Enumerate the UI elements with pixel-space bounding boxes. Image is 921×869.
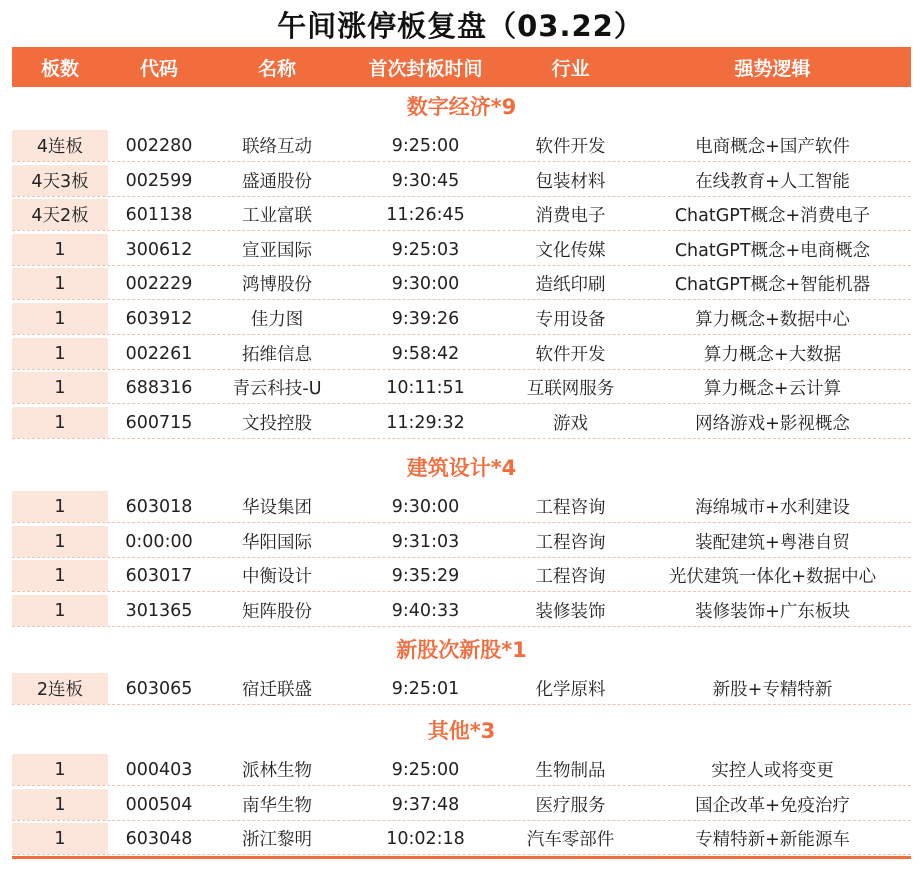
cell-first-limit-time: 9:25:03 bbox=[391, 239, 460, 260]
cell-board-count: 1 bbox=[12, 407, 108, 438]
table-row bbox=[12, 560, 911, 592]
cell-name: 浙江黎明 bbox=[242, 830, 312, 850]
cell-code: 603018 bbox=[125, 496, 193, 517]
cell-name: 宿迁联盛 bbox=[242, 680, 312, 700]
cell-name: 宣亚国际 bbox=[242, 241, 312, 261]
cell-board-count: 1 bbox=[12, 372, 108, 403]
cell-board-count: 1 bbox=[12, 595, 108, 626]
cell-board-count: 1 bbox=[12, 789, 108, 820]
cell-logic: 在线教育+人工智能 bbox=[695, 172, 850, 192]
section-title: 新股次新股*1 bbox=[396, 638, 527, 662]
cell-name: 华阳国际 bbox=[242, 533, 312, 553]
cell-code: 603065 bbox=[125, 678, 193, 699]
cell-first-limit-time: 9:30:00 bbox=[391, 496, 460, 517]
table-header bbox=[12, 47, 911, 87]
cell-code: 688316 bbox=[125, 377, 193, 398]
cell-logic: 算力概念+云计算 bbox=[703, 379, 842, 399]
header-name: 名称 bbox=[257, 57, 296, 80]
cell-name: 联络互动 bbox=[242, 137, 312, 157]
cell-industry: 化学原料 bbox=[535, 680, 606, 700]
cell-industry: 工程咨询 bbox=[535, 533, 606, 553]
cell-first-limit-time: 9:31:03 bbox=[391, 531, 460, 552]
cell-logic: 算力概念+数据中心 bbox=[695, 310, 850, 330]
table-row bbox=[12, 338, 911, 370]
table-row bbox=[12, 199, 911, 231]
cell-industry: 装修装饰 bbox=[535, 602, 606, 622]
cell-name: 文投控股 bbox=[242, 414, 312, 434]
table-row bbox=[12, 595, 911, 627]
cell-first-limit-time: 11:29:32 bbox=[386, 412, 465, 433]
table-row bbox=[12, 372, 911, 404]
cell-first-limit-time: 10:02:18 bbox=[386, 828, 465, 849]
cell-name: 中衡设计 bbox=[242, 567, 312, 587]
table-row bbox=[12, 789, 911, 821]
table-row bbox=[12, 823, 911, 855]
table-row bbox=[12, 303, 911, 335]
cell-logic: ChatGPT概念+电商概念 bbox=[674, 241, 871, 261]
cell-name: 南华生物 bbox=[242, 796, 312, 816]
header-logic: 强势逻辑 bbox=[734, 57, 811, 80]
table-row bbox=[12, 673, 911, 705]
cell-logic: 装修装饰+广东板块 bbox=[695, 602, 850, 622]
cell-logic: 海绵城市+水利建设 bbox=[695, 498, 850, 518]
cell-first-limit-time: 9:25:01 bbox=[391, 678, 460, 699]
cell-logic: 光伏建筑一体化+数据中心 bbox=[668, 567, 877, 587]
cell-name: 工业富联 bbox=[242, 206, 312, 226]
cell-industry: 汽车零部件 bbox=[526, 830, 615, 850]
cell-board-count: 4天2板 bbox=[12, 199, 108, 230]
cell-name: 华设集团 bbox=[242, 498, 312, 518]
cell-industry: 软件开发 bbox=[535, 137, 606, 157]
cell-board-count: 1 bbox=[12, 754, 108, 785]
cell-code: 002229 bbox=[125, 273, 193, 294]
cell-board-count: 1 bbox=[12, 234, 108, 265]
cell-code: 603912 bbox=[125, 308, 193, 329]
cell-industry: 包装材料 bbox=[535, 172, 606, 192]
cell-first-limit-time: 9:37:48 bbox=[391, 794, 460, 815]
section-title: 建筑设计*4 bbox=[406, 456, 517, 480]
cell-logic: 装配建筑+粤港自贸 bbox=[695, 533, 850, 553]
cell-industry: 消费电子 bbox=[535, 206, 606, 226]
cell-logic: 网络游戏+影视概念 bbox=[695, 414, 850, 434]
cell-code: 000403 bbox=[125, 759, 193, 780]
cell-industry: 医疗服务 bbox=[535, 796, 606, 816]
cell-first-limit-time: 9:40:33 bbox=[391, 600, 460, 621]
cell-board-count: 1 bbox=[12, 338, 108, 369]
cell-logic: ChatGPT概念+消费电子 bbox=[674, 206, 871, 226]
header-board-count: 板数 bbox=[40, 57, 79, 80]
cell-first-limit-time: 9:25:00 bbox=[391, 759, 460, 780]
cell-code: 301365 bbox=[125, 600, 193, 621]
cell-industry: 文化传媒 bbox=[535, 241, 606, 261]
cell-code: 603048 bbox=[125, 828, 193, 849]
cell-code: 002599 bbox=[125, 170, 193, 191]
cell-name: 盛通股份 bbox=[242, 172, 312, 192]
cell-board-count: 1 bbox=[12, 303, 108, 334]
cell-first-limit-time: 9:30:45 bbox=[391, 170, 460, 191]
cell-industry: 软件开发 bbox=[535, 345, 606, 365]
cell-industry: 专用设备 bbox=[535, 310, 606, 330]
cell-logic: 电商概念+国产软件 bbox=[695, 137, 850, 157]
cell-industry: 游戏 bbox=[553, 414, 588, 434]
cell-first-limit-time: 9:58:42 bbox=[391, 343, 460, 364]
cell-first-limit-time: 9:39:26 bbox=[391, 308, 460, 329]
cell-code: 603017 bbox=[125, 565, 193, 586]
cell-name: 佳力图 bbox=[250, 310, 304, 330]
cell-board-count: 1 bbox=[12, 491, 108, 522]
cell-code: 600715 bbox=[125, 412, 193, 433]
cell-first-limit-time: 9:35:29 bbox=[391, 565, 460, 586]
cell-board-count: 1 bbox=[12, 560, 108, 591]
cell-logic: 实控人或将变更 bbox=[711, 761, 834, 781]
table-row bbox=[12, 526, 911, 558]
cell-board-count: 1 bbox=[12, 526, 108, 557]
table-row bbox=[12, 130, 911, 162]
section-title: 其他*3 bbox=[427, 719, 496, 743]
cell-industry: 工程咨询 bbox=[535, 567, 606, 587]
cell-industry: 工程咨询 bbox=[535, 498, 606, 518]
cell-logic: 国企改革+免疫治疗 bbox=[695, 796, 850, 816]
cell-name: 鸿博股份 bbox=[242, 275, 312, 295]
cell-board-count: 1 bbox=[12, 268, 108, 299]
cell-industry: 生物制品 bbox=[535, 761, 606, 781]
bottom-divider bbox=[12, 856, 911, 859]
table-row bbox=[12, 491, 911, 523]
cell-name: 矩阵股份 bbox=[242, 602, 312, 622]
cell-code: 300612 bbox=[125, 239, 193, 260]
cell-board-count: 1 bbox=[12, 823, 108, 854]
cell-board-count: 4连板 bbox=[12, 130, 108, 161]
cell-code: 601138 bbox=[125, 204, 193, 225]
cell-logic: 专精特新+新能源车 bbox=[695, 830, 850, 850]
cell-code: 0:00:00 bbox=[125, 531, 193, 552]
page-title: 午间涨停板复盘（03.22） bbox=[277, 9, 644, 43]
header-industry: 行业 bbox=[551, 57, 590, 80]
table-row bbox=[12, 754, 911, 786]
cell-first-limit-time: 9:25:00 bbox=[391, 135, 460, 156]
cell-industry: 互联网服务 bbox=[526, 379, 615, 399]
cell-name: 青云科技-U bbox=[232, 379, 322, 399]
cell-code: 002280 bbox=[125, 135, 193, 156]
cell-industry: 造纸印刷 bbox=[535, 275, 606, 295]
cell-board-count: 4天3板 bbox=[12, 165, 108, 196]
table-row bbox=[12, 407, 911, 439]
cell-first-limit-time: 9:30:00 bbox=[391, 273, 460, 294]
header-first-limit-time: 首次封板时间 bbox=[368, 57, 483, 80]
table-row bbox=[12, 165, 911, 197]
cell-first-limit-time: 11:26:45 bbox=[386, 204, 465, 225]
cell-code: 002261 bbox=[125, 343, 193, 364]
section-title: 数字经济*9 bbox=[406, 95, 517, 119]
table-row bbox=[12, 268, 911, 300]
header-code: 代码 bbox=[139, 57, 178, 80]
cell-board-count: 2连板 bbox=[12, 673, 108, 704]
cell-first-limit-time: 10:11:51 bbox=[386, 377, 465, 398]
cell-logic: ChatGPT概念+智能机器 bbox=[674, 275, 871, 295]
cell-logic: 算力概念+大数据 bbox=[703, 345, 842, 365]
cell-code: 000504 bbox=[125, 794, 193, 815]
cell-name: 派林生物 bbox=[242, 761, 312, 781]
table-row bbox=[12, 234, 911, 266]
cell-name: 拓维信息 bbox=[242, 345, 312, 365]
cell-logic: 新股+专精特新 bbox=[712, 680, 833, 700]
